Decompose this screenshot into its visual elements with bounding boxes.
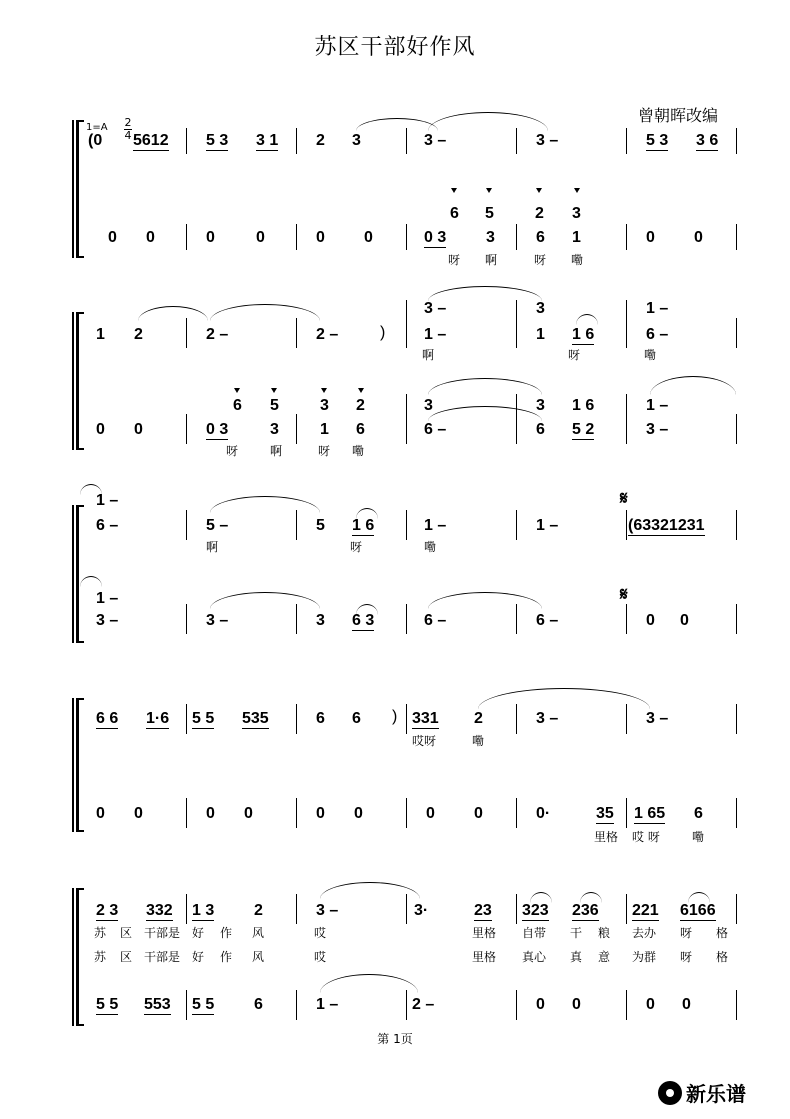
note: 0 (682, 996, 691, 1013)
lyric: 真心 (522, 950, 547, 964)
note: 6 (233, 397, 242, 414)
time-denominator: 4 (124, 129, 132, 142)
site-logo[interactable] (658, 1078, 746, 1107)
note: 0 (134, 805, 143, 822)
note: 332 (146, 902, 173, 919)
note: 3 – (96, 612, 119, 629)
note: 2 – (412, 996, 435, 1013)
lyric: 干部是 (144, 926, 181, 940)
note: 2 (254, 902, 263, 919)
lyric: 格 (716, 950, 729, 964)
note: 0 (536, 996, 545, 1013)
note: 5 – (206, 517, 229, 534)
note: 3 – (536, 132, 559, 149)
note: 1 6 (572, 326, 595, 343)
lyric: 里格 (594, 830, 619, 844)
note: 2 (316, 132, 325, 149)
note: 1 – (646, 300, 669, 317)
lyric: 里格 (472, 950, 497, 964)
note: 331 (412, 710, 439, 727)
note: 0 3 (424, 229, 447, 246)
note: 6 (536, 229, 545, 246)
note: 6 (352, 710, 361, 727)
lyric: 干部是 (144, 950, 181, 964)
lyric: 哎 呀 (632, 830, 660, 844)
note: 5 5 (192, 710, 215, 727)
note: 5 5 (96, 996, 119, 1013)
note: 221 (632, 902, 659, 919)
note: 0 (364, 229, 373, 246)
note: ) (392, 708, 398, 725)
lyric: 真 (570, 950, 583, 964)
note: 1 – (646, 397, 669, 414)
note: 1 6 (572, 397, 595, 414)
note: 1·6 (146, 710, 170, 727)
note: 1 6 (352, 517, 375, 534)
time-numerator: 2 (124, 116, 132, 129)
note: 3 – (316, 902, 339, 919)
lyric: 苏 (94, 950, 107, 964)
note: 3 – (536, 710, 559, 727)
lyric: 作 (220, 950, 233, 964)
note: 6 (316, 710, 325, 727)
note: 5 2 (572, 421, 595, 438)
lyric: 好 (192, 926, 205, 940)
lyric: 干 (570, 926, 583, 940)
note: 0 (146, 229, 155, 246)
note: 323 (522, 902, 549, 919)
lyric: 哎呀 (412, 734, 437, 748)
note: 3 (536, 300, 545, 317)
note: 0 (96, 421, 105, 438)
note: 3 (352, 132, 361, 149)
note: 3 (486, 229, 495, 246)
lyric: 格 (716, 926, 729, 940)
note: 1 – (424, 517, 447, 534)
note: 2 (356, 397, 365, 414)
note: 553 (144, 996, 171, 1013)
note: 6 – (96, 517, 119, 534)
note: 0 (244, 805, 253, 822)
note: 6 (694, 805, 703, 822)
note: 5 (316, 517, 325, 534)
lyric: 嘞 (692, 830, 705, 844)
note: 0 (96, 805, 105, 822)
note: 5 3 (206, 132, 229, 149)
lyric: 好 (192, 950, 205, 964)
note: 1 (96, 326, 105, 343)
note: 0 (426, 805, 435, 822)
note: 0 3 (206, 421, 229, 438)
note: ) (380, 324, 386, 341)
lyric: 嘞 (571, 253, 584, 267)
lyric: 嘞 (352, 444, 365, 458)
note: 6 – (424, 421, 447, 438)
music-disc-icon (658, 1081, 682, 1105)
note: 0· (536, 805, 551, 822)
note: 2 (134, 326, 143, 343)
note: 0 (316, 805, 325, 822)
note: 6 – (646, 326, 669, 343)
note: 0 (354, 805, 363, 822)
key-signature: 1=A (86, 122, 108, 133)
lyric: 去办 (632, 926, 657, 940)
note: 5 (270, 397, 279, 414)
note: (0 (88, 132, 103, 149)
lyric: 啊 (206, 540, 219, 554)
note: 0 (474, 805, 483, 822)
lyric: 里格 (472, 926, 497, 940)
note: 3 – (424, 300, 447, 317)
lyric: 区 (120, 926, 133, 940)
lyric: 哎 (314, 926, 327, 940)
page-number: 第 1页 (377, 1032, 413, 1046)
note: (63321231 (628, 517, 705, 534)
lyric: 呀 (350, 540, 363, 554)
logo-text: 新乐谱 (686, 1082, 746, 1106)
lyric: 呀 (226, 444, 239, 458)
note: 5 5 (192, 996, 215, 1013)
note: 0 (206, 229, 215, 246)
note: 0 (646, 612, 655, 629)
note: 535 (242, 710, 269, 727)
note: 0 (316, 229, 325, 246)
composer-credit: 曾朝晖改编 (638, 106, 719, 125)
lyric: 嘞 (644, 348, 657, 362)
note: 1 (536, 326, 545, 343)
lyric: 呀 (448, 253, 461, 267)
note: 1 – (536, 517, 559, 534)
lyric: 呀 (680, 950, 693, 964)
note: 6 (356, 421, 365, 438)
page-title: 苏区干部好作风 (314, 35, 476, 60)
note: 3· (414, 902, 429, 919)
note: 3 (270, 421, 279, 438)
note: 0 (108, 229, 117, 246)
lyric: 苏 (94, 926, 107, 940)
note: 23 (474, 902, 492, 919)
note: 3 – (206, 612, 229, 629)
lyric: 啊 (270, 444, 283, 458)
note: 1 (572, 229, 581, 246)
note: 6 3 (352, 612, 375, 629)
lyric: 嘞 (472, 734, 485, 748)
note: 1 – (96, 590, 119, 607)
note: 2 (535, 205, 544, 222)
note: 3 (572, 205, 581, 222)
note: 1 65 (634, 805, 666, 822)
note: 0 (256, 229, 265, 246)
note: 2 – (316, 326, 339, 343)
note: 1 – (316, 996, 339, 1013)
note: 3 6 (696, 132, 719, 149)
note: 6 6 (96, 710, 119, 727)
segno-icon: 𝄋 (620, 584, 628, 605)
note: 0 (694, 229, 703, 246)
lyric: 啊 (485, 253, 498, 267)
note: 6166 (680, 902, 716, 919)
lyric: 呀 (680, 926, 693, 940)
note: 0 (206, 805, 215, 822)
note: 236 (572, 902, 599, 919)
note: 0 (134, 421, 143, 438)
note: 3 (320, 397, 329, 414)
lyric: 啊 (422, 348, 435, 362)
segno-icon: 𝄋 (620, 488, 628, 509)
note: 3 (536, 397, 545, 414)
lyric: 哎 (314, 950, 327, 964)
lyric: 粮 (598, 926, 611, 940)
note: 3 (424, 397, 433, 414)
lyric: 区 (120, 950, 133, 964)
note: 5 (485, 205, 494, 222)
note: 0 (646, 229, 655, 246)
lyric: 风 (252, 926, 265, 940)
note: 6 (450, 205, 459, 222)
note: 3 – (646, 421, 669, 438)
lyric: 呀 (568, 348, 581, 362)
note: 3 (316, 612, 325, 629)
note: 6 – (536, 612, 559, 629)
note: 3 – (424, 132, 447, 149)
note: 3 1 (256, 132, 279, 149)
note: 2 (474, 710, 483, 727)
lyric: 作 (220, 926, 233, 940)
lyric: 嘞 (424, 540, 437, 554)
note: 35 (596, 805, 614, 822)
time-signature (124, 118, 132, 141)
note: 1 (320, 421, 329, 438)
lyric: 自带 (522, 926, 547, 940)
note: 5612 (133, 132, 169, 149)
note: 6 – (424, 612, 447, 629)
lyric: 呀 (318, 444, 331, 458)
lyric: 呀 (534, 253, 547, 267)
note: 1 – (424, 326, 447, 343)
note: 2 – (206, 326, 229, 343)
note: 2 3 (96, 902, 119, 919)
note: 6 (254, 996, 263, 1013)
lyric: 为群 (632, 950, 657, 964)
note: 0 (680, 612, 689, 629)
note: 6 (536, 421, 545, 438)
lyric: 风 (252, 950, 265, 964)
note: 0 (572, 996, 581, 1013)
note: 1 3 (192, 902, 215, 919)
note: 3 – (646, 710, 669, 727)
note: 0 (646, 996, 655, 1013)
note: 1 – (96, 492, 119, 509)
lyric: 意 (598, 950, 611, 964)
note: 5 3 (646, 132, 669, 149)
